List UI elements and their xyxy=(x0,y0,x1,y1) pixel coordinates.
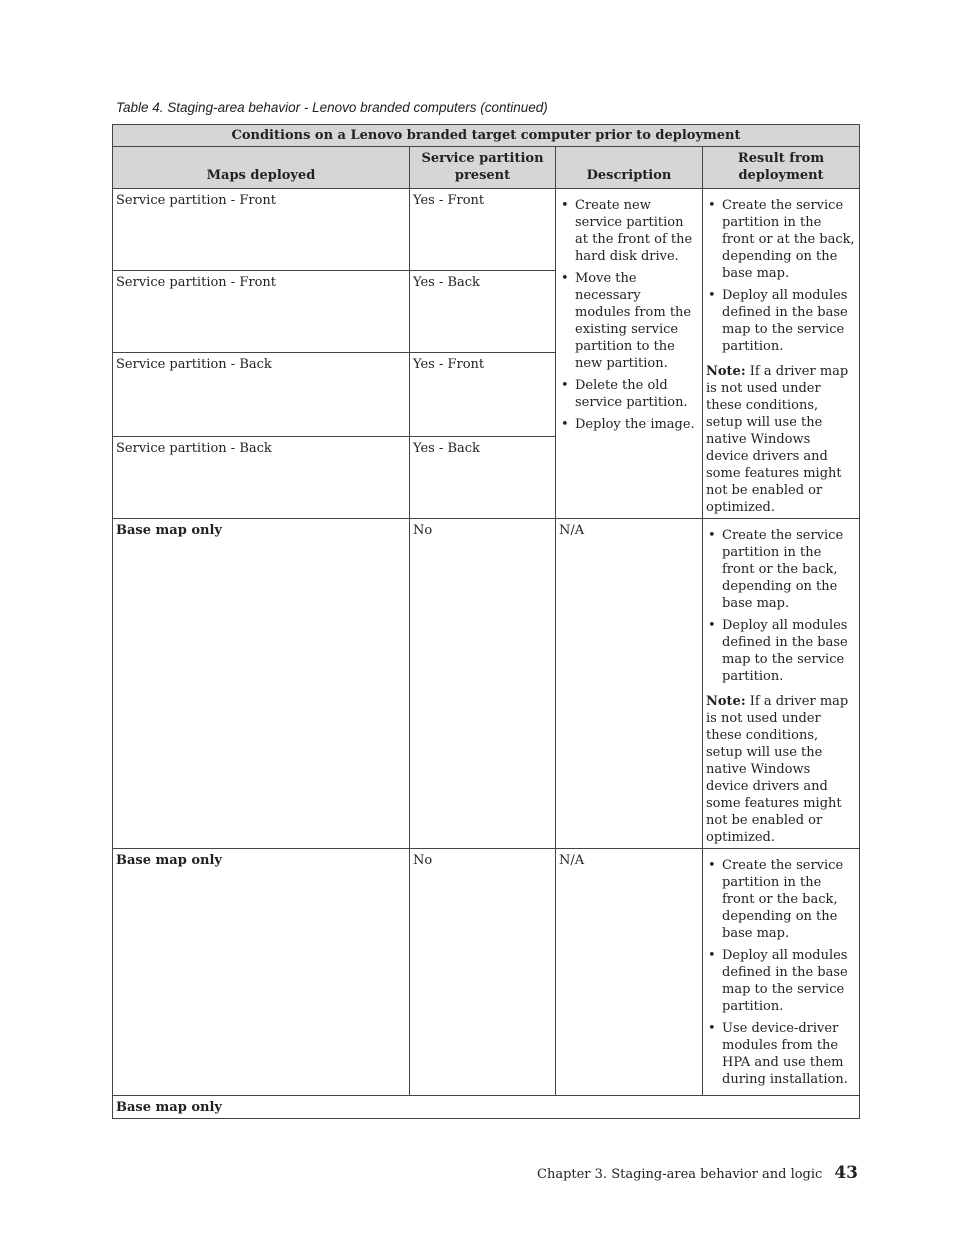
description-cell: N/A xyxy=(556,519,703,849)
list-item: • Create the service partition in the front or at the back, depending on the base map. xyxy=(706,197,856,282)
col-header-maps: Maps deployed xyxy=(113,147,410,189)
present-cell: No xyxy=(410,519,556,849)
maps-cell: Service partition - Front xyxy=(113,271,410,353)
list-item: • Deploy all modules defined in the base map to the service partition. xyxy=(706,287,856,355)
col-header-result: Result from deployment xyxy=(703,147,860,189)
maps-cell: Base map only xyxy=(113,849,410,1096)
list-item: • Deploy all modules defined in the base map to the service partition. xyxy=(706,947,856,1015)
present-cell: Yes - Back xyxy=(410,436,556,518)
page-number: 43 xyxy=(834,1163,858,1183)
list-item: • Move the necessary modules from the existing service partition to the new partition. xyxy=(559,270,699,372)
staging-behavior-table xyxy=(112,124,860,1119)
maps-cell: Service partition - Front xyxy=(113,189,410,271)
present-cell: Yes - Front xyxy=(410,189,556,271)
result-cell xyxy=(703,519,860,849)
maps-cell: Base map only xyxy=(113,519,410,849)
maps-cell: Base map only xyxy=(113,1096,860,1119)
description-list xyxy=(559,197,699,433)
span-header: Conditions on a Lenovo branded target computer prior to deployment xyxy=(113,125,860,147)
list-item: • Delete the old service partition. xyxy=(559,377,699,411)
chapter-title: Chapter 3. Staging-area behavior and logic xyxy=(537,1167,823,1182)
note-text: If a driver map is not used under these conditions, setup will use the native Windows device drivers and some features might not be enabled or optimized. xyxy=(706,694,849,845)
table-row xyxy=(113,1096,860,1119)
result-cell xyxy=(703,189,860,519)
result-cell xyxy=(703,849,860,1096)
table-row xyxy=(113,849,860,1096)
description-cell: N/A xyxy=(556,849,703,1096)
maps-cell: Service partition - Back xyxy=(113,436,410,518)
note-label: Note: xyxy=(706,694,746,709)
col-header-present: Service partition present xyxy=(410,147,556,189)
note xyxy=(706,693,856,846)
list-item: • Deploy the image. xyxy=(559,416,699,433)
list-item: • Deploy all modules defined in the base map to the service partition. xyxy=(706,617,856,685)
present-cell: No xyxy=(410,849,556,1096)
list-item: • Create the service partition in the front or the back, depending on the base map. xyxy=(706,527,856,612)
list-item: • Use device-driver modules from the HPA and use them during installation. xyxy=(706,1020,856,1088)
table-row xyxy=(113,189,860,271)
page-footer xyxy=(537,1163,858,1183)
note xyxy=(706,363,856,516)
present-cell: Yes - Front xyxy=(410,353,556,436)
note-label: Note: xyxy=(706,364,746,379)
description-cell xyxy=(556,189,703,519)
list-item: • Create the service partition in the front or the back, depending on the base map. xyxy=(706,857,856,942)
result-list xyxy=(706,857,856,1088)
table-caption: Table 4. Staging-area behavior - Lenovo branded computers (continued) xyxy=(116,100,548,115)
result-list xyxy=(706,197,856,355)
note-text: If a driver map is not used under these conditions, setup will use the native Windows device drivers and some features might not be enabled or optimized. xyxy=(706,364,849,515)
list-item: • Create new service partition at the front of the hard disk drive. xyxy=(559,197,699,265)
table-row xyxy=(113,519,860,849)
result-list xyxy=(706,527,856,685)
col-header-description: Description xyxy=(556,147,703,189)
maps-cell: Service partition - Back xyxy=(113,353,410,436)
present-cell: Yes - Back xyxy=(410,271,556,353)
